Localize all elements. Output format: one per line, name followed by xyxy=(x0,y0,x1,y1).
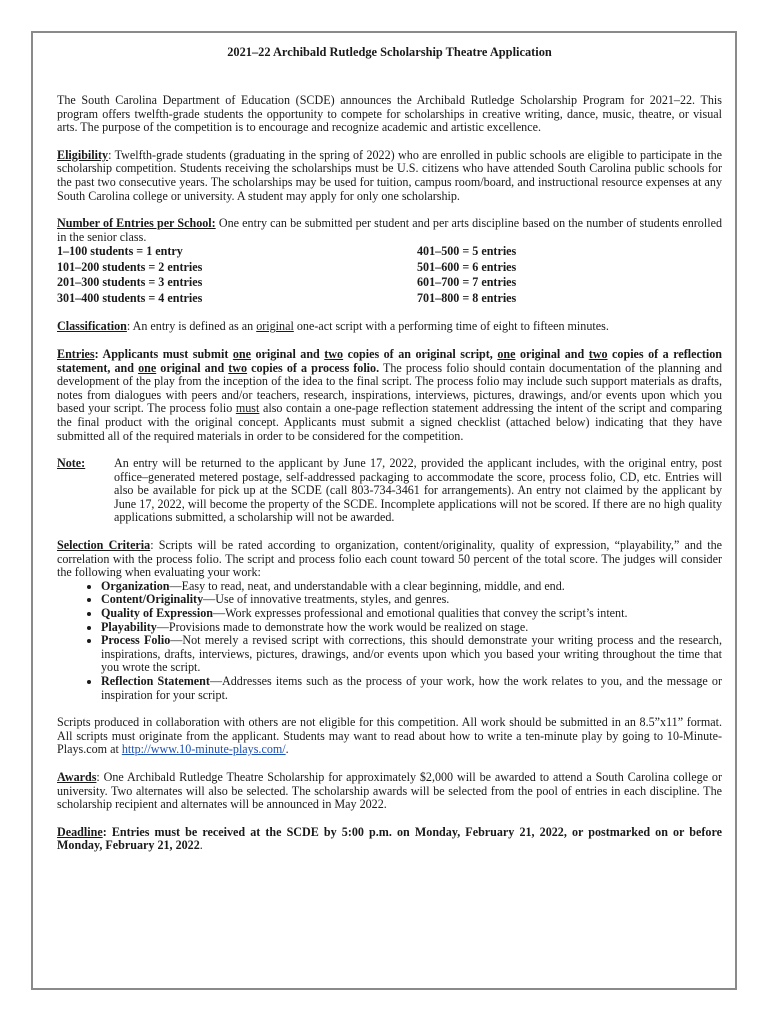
entries-underline-2: two xyxy=(324,346,344,361)
entries-row: 401–500 = 5 entries xyxy=(417,244,517,259)
entries-bold-1: : Applicants must submit xyxy=(94,346,233,361)
list-item xyxy=(101,634,722,675)
selection-criteria-text: : Scripts will be rated according to organization, content/originality, quality of expression, “playability,” and the correlation with the process folio. The script and process folio each count toward 50 percent of the total score. The judges will consider the following when evaluating your work: xyxy=(57,538,722,580)
criterion-desc: —Not merely a revised script with corrections, this should demonstrate your writing process and the research, inspirations, drafts, interviews, pictures, drawings, and/or events upon which you based your writing throughout the time that you wrote the script. xyxy=(101,633,722,675)
collaboration-end: . xyxy=(285,742,289,757)
entries-underline-3: one xyxy=(497,346,516,361)
list-item xyxy=(101,593,722,607)
entries-bold-7: copies of a process folio. xyxy=(247,360,380,375)
entries-label: Entries xyxy=(57,346,95,361)
entries-per-school-section xyxy=(57,217,722,244)
entries-bold-5: copies of a reflection statement, and xyxy=(57,346,722,375)
criterion-term: Playability xyxy=(101,619,157,634)
note-text: An entry will be returned to the applicant by June 17, 2022, provided the applicant includes, with the original entry, post office–generated metered postage, self-addressed packaging to accommodate the score, process folio, CD, etc. Entries will also be available for pick up at the SCDE (call 803-734-3461 for arrangements). An entry not claimed by the applicant by June 17, 2022, will become the property of the SCDE. Incomplete applications will not be scored. If there are no high quality applications submitted, a scholarship will not be awarded. xyxy=(114,456,722,525)
classification-text-end: one-act script with a performing time of eight to fifteen minutes. xyxy=(293,319,609,334)
entries-text-2: also contain a one-page reflection statement addressing the intent of the script and comparing the final product with the original concept. Applicants must submit a signed checklist (attached below) indicating that they have submitted all of the required materials in order to be considered for the competition. xyxy=(57,401,723,443)
selection-criteria-label: Selection Criteria xyxy=(57,538,151,553)
classification-text: : An entry is defined as an xyxy=(126,319,257,334)
entries-bold-6: original and xyxy=(156,360,229,375)
awards-text: : One Archibald Rutledge Theatre Scholarship for approximately $2,000 will be awarded to attend a South Carolina college or university. Two alternates will also be selected. The scholarship awards will be selected from the pool of entries in each discipline. The scholarship recipient and alternates will be announced in May 2022. xyxy=(57,769,722,812)
deadline-section xyxy=(57,826,722,853)
entries-bold-3: copies of an original script, xyxy=(343,346,498,361)
classification-label: Classification xyxy=(57,319,127,334)
list-item xyxy=(101,607,722,621)
entries-section xyxy=(57,348,722,443)
entries-bold-4: original and xyxy=(515,346,589,361)
entries-text-1: The process folio should contain documentation of the planning and development of the play from the inception of the idea to the final script. The process folio may include such support materials as drafts, notes from dialogues with peers and/or teachers, research, inspirations, interviews, pictures, drawings, and/or events upon which you based your script. The process folio xyxy=(57,360,722,416)
entries-underline-1: one xyxy=(232,346,251,361)
intro-paragraph: The South Carolina Department of Education (SCDE) announces the Archibald Rutledge Scholarship Program for 2021–22. This program offers twelfth-grade students the opportunity to compete for scholarships in creative writing, dance, music, theatre, or visual arts. The purpose of the competition is to encourage and recognize academic and artistic excellence. xyxy=(57,93,722,135)
entries-underline-5: one xyxy=(138,360,157,375)
entries-underline-4: two xyxy=(588,346,608,361)
entries-bold-2: original and xyxy=(251,346,325,361)
criteria-list xyxy=(57,580,722,702)
entries-row: 1–100 students = 1 entry xyxy=(57,244,183,259)
awards-label: Awards xyxy=(57,769,97,784)
list-item xyxy=(101,580,722,594)
collaboration-text: Scripts produced in collaboration with others are not eligible for this competition. All work should be submitted in an 8.5”x11” format. All scripts must originate from the applicant. Students may want to read about how to write a ten-minute play by going to 10-Minute-Plays.com at xyxy=(57,715,722,757)
entries-underline-must: must xyxy=(235,401,260,416)
note-section xyxy=(57,457,722,525)
document-title: 2021–22 Archibald Rutledge Scholarship Theatre Application xyxy=(227,45,552,59)
criterion-term: Process Folio xyxy=(101,633,171,648)
entries-row: 501–600 = 6 entries xyxy=(417,259,517,274)
criterion-term: Organization xyxy=(101,578,170,593)
criterion-desc: —Addresses items such as the process of your work, how the work relates to you, and the message or inspiration for your script. xyxy=(101,674,722,702)
eligibility-text: : Twelfth-grade students (graduating in the spring of 2022) who are enrolled in public schools are eligible to participate in the scholarship competition. Students receiving the scholarships must be U.S. citizens who have attended South Carolina public schools for the past two consecutive years. The scholarships may be used for tuition, campus room/board, and instructional resource expenses at any South Carolina college or university. A student may apply for only one scholarship. xyxy=(57,147,722,203)
ten-minute-plays-link[interactable]: http://www.10-minute-plays.com/ xyxy=(121,742,286,757)
criterion-desc: —Easy to read, neat, and understandable with a clear beginning, middle, and end. xyxy=(169,578,565,593)
entries-column-left xyxy=(57,244,387,306)
eligibility-label: Eligibility xyxy=(57,147,109,162)
list-item xyxy=(101,675,722,702)
deadline-label: Deadline xyxy=(57,824,103,839)
collaboration-paragraph xyxy=(57,716,722,757)
entries-row: 301–400 students = 4 entries xyxy=(57,290,203,305)
entries-underline-6: two xyxy=(228,360,248,375)
criterion-term: Reflection Statement xyxy=(101,674,210,688)
entries-row: 701–800 = 8 entries xyxy=(417,290,517,305)
entries-per-school-label: Number of Entries per School: xyxy=(57,216,216,231)
list-item xyxy=(101,621,722,635)
deadline-text: : Entries must be received at the SCDE by 5:00 p.m. on Monday, February 21, 2022, or postmarked on or before Monday, February 21, 2022 xyxy=(57,824,722,853)
classification-underlined: original xyxy=(256,319,294,334)
entries-row: 101–200 students = 2 entries xyxy=(57,259,203,274)
criterion-desc: —Provisions made to demonstrate how the work would be realized on stage. xyxy=(156,619,529,634)
criterion-desc: —Work expresses professional and emotional qualities that convey the script’s intent. xyxy=(213,606,628,621)
entries-row: 601–700 = 7 entries xyxy=(417,275,517,290)
entries-column-right xyxy=(417,244,722,306)
eligibility-section xyxy=(57,149,722,203)
criterion-term: Quality of Expression xyxy=(101,606,213,621)
classification-section xyxy=(57,320,722,334)
awards-section xyxy=(57,771,722,812)
selection-criteria-section xyxy=(57,539,722,580)
deadline-end: . xyxy=(199,838,203,853)
entries-table xyxy=(57,244,722,306)
criterion-term: Content/Originality xyxy=(101,592,204,607)
criterion-desc: —Use of innovative treatments, styles, and genres. xyxy=(203,592,450,607)
entries-per-school-text: One entry can be submitted per student and per arts discipline based on the number of students enrolled in the senior class. xyxy=(57,216,722,244)
document-body xyxy=(57,45,722,867)
entries-row: 201–300 students = 3 entries xyxy=(57,275,203,290)
note-label: Note: xyxy=(57,456,86,471)
